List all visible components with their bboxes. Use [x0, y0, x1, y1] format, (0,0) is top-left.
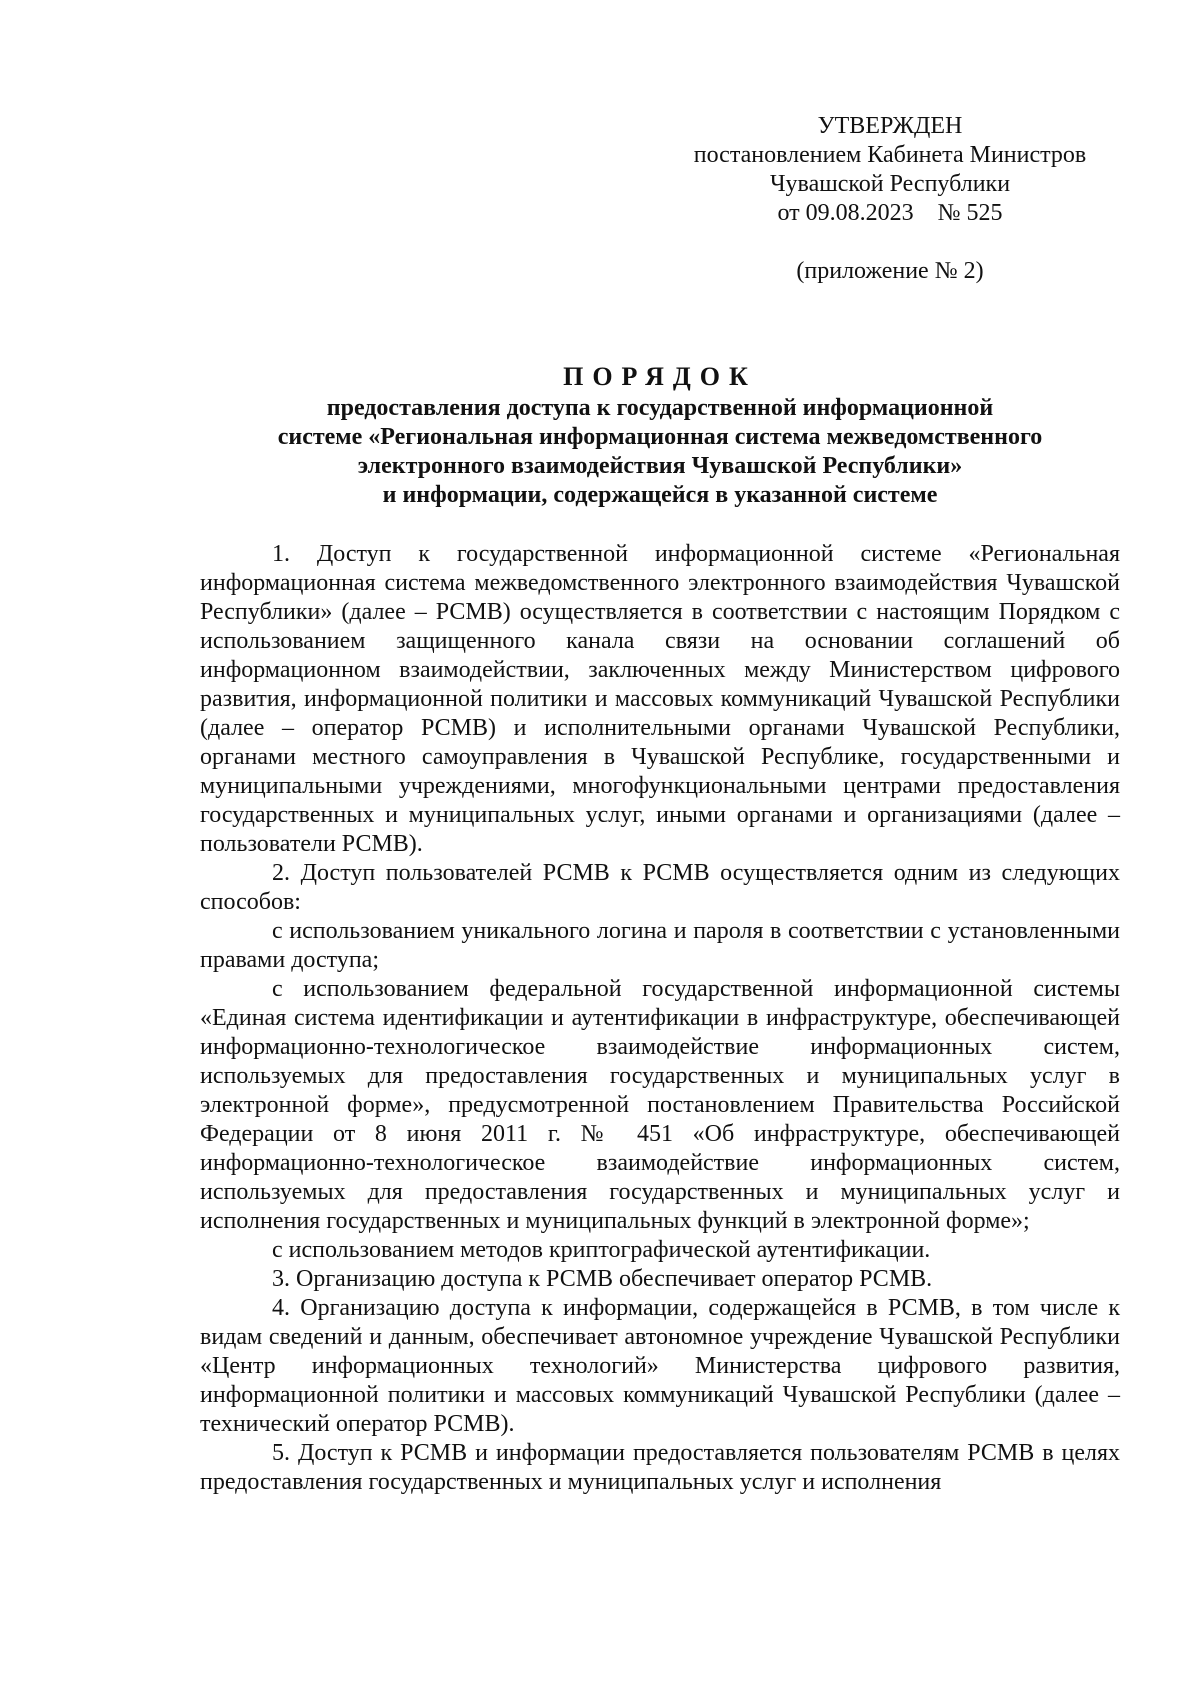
paragraph-4: 4. Организацию доступа к информации, содержащейся в РСМВ, в том числе к видам сведений и данным, обеспечивает автономное учреждение Чувашской Республики «Центр информационных технологий» Министерства цифрового развития, информационной политики и массовых коммуникаций Чувашской Республики (далее – технический оператор РСМВ).: [200, 1295, 1120, 1437]
title-line-2: системе «Региональная информационная система межведомственного: [277, 424, 1043, 450]
paragraph-2-option-3: с использованием методов криптографической аутентификации.: [272, 1237, 931, 1263]
annex-number: (приложение № 2): [796, 258, 984, 284]
approval-stamp: [640, 112, 1140, 286]
approval-date-number: от 09.08.2023 № 525: [777, 200, 1003, 226]
paragraph-2: 2. Доступ пользователей РСМВ к РСМВ осуществляется одним из следующих способов:: [200, 860, 1120, 915]
paragraph-2-option-1: с использованием уникального логина и пароля в соответствии с установленными правами доступа;: [200, 918, 1120, 973]
document-title: [200, 360, 1120, 510]
approved-by-line-1: постановлением Кабинета Министров: [693, 142, 1087, 168]
title-main: ПОРЯДОК: [563, 362, 757, 391]
title-line-4: и информации, содержащейся в указанной системе: [382, 482, 938, 508]
approved-label: УТВЕРЖДЕН: [817, 113, 963, 139]
paragraph-5: 5. Доступ к РСМВ и информации предоставляется пользователям РСМВ в целях предоставления государственных и муниципальных услуг и исполнения: [200, 1440, 1120, 1495]
title-line-3: электронного взаимодействия Чувашской Республики»: [357, 453, 963, 479]
paragraph-1: 1. Доступ к государственной информационной системе «Региональная информационная система межведомственного электронного взаимодействия Чувашской Республики» (далее – РСМВ) осуществляется в соответствии с настоящим Порядком с использованием защищенного канала связи на основании соглашений об информационном взаимодействии, заключенных между Министерством цифрового развития, информационной политики и массовых коммуникаций Чувашской Республики (далее – оператор РСМВ) и исполнительными органами Чувашской Республики, органами местного самоуправления в Чувашской Республике, государственными и муниципальными учреждениями, многофункциональными центрами предоставления государственных и муниципальных услуг, иными органами и организациями (далее – пользователи РСМВ).: [200, 541, 1120, 857]
title-line-1: предоставления доступа к государственной информационной: [326, 395, 994, 421]
paragraph-3: 3. Организацию доступа к РСМВ обеспечивает оператор РСМВ.: [272, 1266, 933, 1292]
paragraph-2-option-2: с использованием федеральной государственной информационной системы «Единая система идентификации и аутентификации в инфраструктуре, обеспечивающей информационно-технологическое взаимодействие информационных систем, используемых для предоставления государственных и муниципальных услуг в электронной форме», предусмотренной постановлением Правительства Российской Федерации от 8 июня 2011 г. № 451 «Об инфраструктуре, обеспечивающей информационно-технологическое взаимодействие информационных систем, используемых для предоставления государственных и муниципальных услуг и исполнения государственных и муниципальных функций в электронной форме»;: [200, 976, 1120, 1234]
document-body: [200, 540, 1120, 1497]
approved-by-line-2: Чувашской Республики: [769, 171, 1011, 197]
